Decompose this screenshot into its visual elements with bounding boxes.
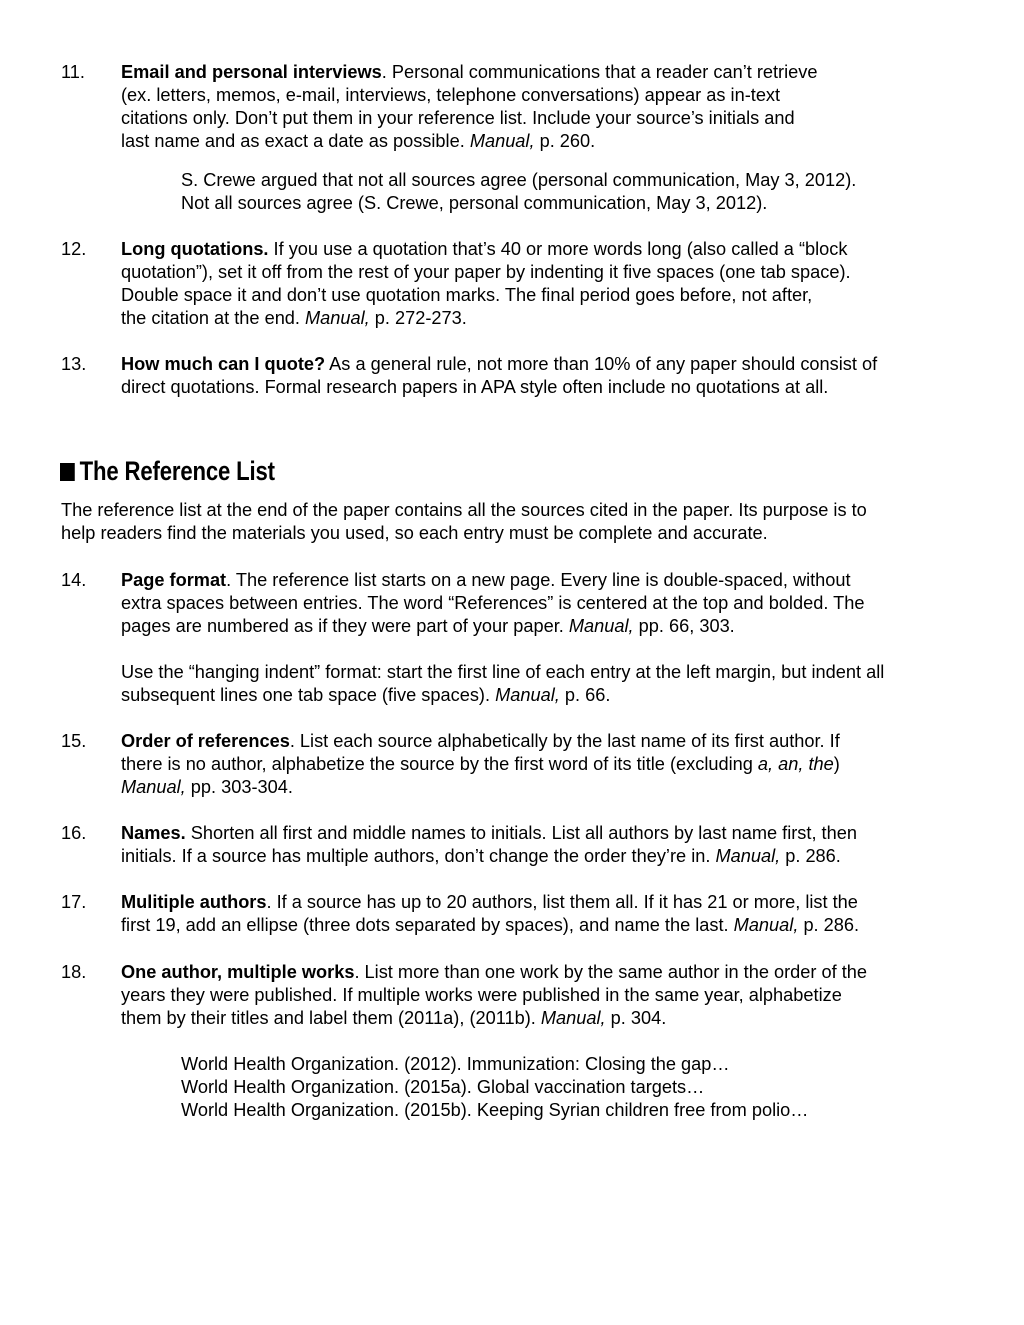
item-text: initials. If a source has multiple authors, don’t change the order they’re in. Manual, p. 286. (121, 846, 841, 866)
section-intro: The reference list at the end of the paper contains all the sources cited in the paper. Its purpose is to (61, 500, 867, 520)
section-heading (60, 456, 275, 487)
item-number: 17. (61, 892, 87, 912)
item-text: Manual, pp. 303-304. (121, 777, 293, 797)
item-title: Email and personal interviews (121, 62, 382, 82)
manual-reference: Manual, (733, 915, 799, 935)
item-text: Page format. The reference list starts on a new page. Every line is double-spaced, without (121, 570, 851, 590)
item-text: first 19, add an ellipse (three dots separated by spaces), and name the last. Manual, p. 286. (121, 915, 860, 935)
example-line: S. Crewe argued that not all sources agree (personal communication, May 3, 2012). (181, 170, 857, 190)
manual-reference: Manual, (540, 1008, 606, 1028)
item-text: last name and as exact a date as possible. Manual, p. 260. (121, 131, 596, 151)
item-text: One author, multiple works. List more than one work by the same author in the order of the (121, 962, 868, 982)
item-text: years they were published. If multiple works were published in the same year, alphabetize (121, 985, 842, 1005)
manual-reference: Manual, (305, 308, 370, 328)
item-title: Order of references (121, 731, 290, 751)
square-bullet-icon (60, 463, 75, 481)
item-text: them by their titles and label them (2011a), (2011b). Manual, p. 304. (121, 1008, 667, 1028)
item-number: 13. (61, 354, 87, 374)
item-number: 14. (61, 570, 87, 590)
item-text: quotation”), set it off from the rest of your paper by indenting it five spaces (one tab space). (121, 262, 851, 282)
item-text: extra spaces between entries. The word “References” is centered at the top and bolded. The (121, 593, 865, 613)
item-text: citations only. Don’t put them in your reference list. Include your source’s initials and (121, 108, 795, 128)
item-title: Names. (121, 823, 186, 843)
item-title: One author, multiple works (121, 962, 355, 982)
section-title: The Reference List (79, 456, 275, 486)
example-line: World Health Organization. (2015b). Keeping Syrian children free from polio… (181, 1100, 809, 1120)
item-text: (ex. letters, memos, e-mail, interviews, telephone conversations) appear as in-text (121, 85, 781, 105)
item-number: 18. (61, 962, 87, 982)
item-number: 15. (61, 731, 87, 751)
item-title: How much can I quote? (121, 354, 326, 374)
item-text: there is no author, alphabetize the source by the first word of its title (excluding a, an, the) (121, 754, 840, 774)
item-text: Long quotations. If you use a quotation that’s 40 or more words long (also called a “block (121, 239, 848, 259)
manual-reference: Manual, (715, 846, 781, 866)
manual-reference: Manual, (568, 616, 634, 636)
item-text: Double space it and don’t use quotation marks. The final period goes before, not after, (121, 285, 813, 305)
manual-reference: Manual, (121, 777, 186, 797)
item-text: the citation at the end. Manual, p. 272-273. (121, 308, 467, 328)
item-number: 12. (61, 239, 87, 259)
item-text: Mulitiple authors. If a source has up to 20 authors, list them all. If it has 21 or more, list the (121, 892, 858, 912)
manual-reference: Manual, (495, 685, 560, 705)
item-text: direct quotations. Formal research papers in APA style often include no quotations at all. (121, 377, 829, 397)
item-text: Names. Shorten all first and middle names to initials. List all authors by last name first, then (121, 823, 857, 843)
item-number: 16. (61, 823, 87, 843)
item-text: Use the “hanging indent” format: start the first line of each entry at the left margin, but indent all (121, 662, 885, 682)
manual-reference: Manual, (469, 131, 535, 151)
item-title: Page format (121, 570, 227, 590)
item-text: subsequent lines one tab space (five spaces). Manual, p. 66. (121, 685, 611, 705)
item-text: How much can I quote? As a general rule, not more than 10% of any paper should consist of (121, 354, 878, 374)
example-line: World Health Organization. (2015a). Global vaccination targets… (181, 1077, 705, 1097)
item-text: Order of references. List each source alphabetically by the last name of its first author. If (121, 731, 840, 751)
item-title: Mulitiple authors (121, 892, 267, 912)
section-intro: help readers find the materials you used, so each entry must be complete and accurate. (61, 523, 768, 543)
example-line: Not all sources agree (S. Crewe, personal communication, May 3, 2012). (181, 193, 768, 213)
item-number: 11. (61, 62, 85, 82)
item-title: Long quotations. (121, 239, 269, 259)
example-line: World Health Organization. (2012). Immunization: Closing the gap… (181, 1054, 730, 1074)
item-text: pages are numbered as if they were part of your paper. Manual, pp. 66, 303. (121, 616, 735, 636)
item-text: Email and personal interviews. Personal communications that a reader can’t retrieve (121, 62, 818, 82)
